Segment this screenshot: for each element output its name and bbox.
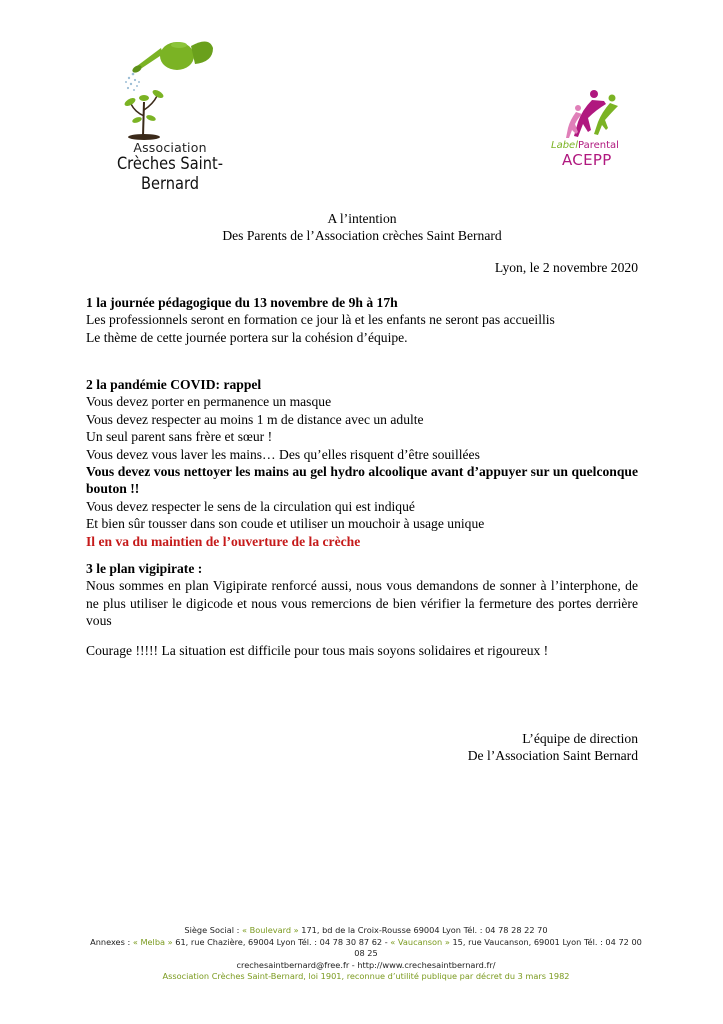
section-2 [86, 376, 638, 550]
footer-contact-line[interactable]: crechesaintbernard@free.fr - http://www.crechesaintbernard.fr/ [236, 959, 496, 970]
acepp-logo [548, 88, 638, 168]
signature-block [86, 730, 638, 765]
footer-siege-line: Siège Social : « Boulevard » 171, bd de la Croix-Rousse 69004 Lyon Tél. : 04 78 28 22 70 [184, 925, 548, 935]
section-2-line-6: Et bien sûr tousser dans son coude et utiliser un mouchoir à usage unique [86, 516, 485, 532]
section-1-heading: 1 la journée pédagogique du 13 novembre de 9h à 17h [86, 295, 398, 310]
section-1-line-2: Le thème de cette journée portera sur la cohésion d’équipe. [86, 329, 408, 345]
section-2-line-4: Vous devez vous laver les mains… Des qu’elles risquent d’être souillées [86, 446, 480, 462]
footer [86, 925, 646, 983]
section-3-paragraph: Nous sommes en plan Vigipirate renforcé aussi, nous vous demandons de sonner à l’interphone, de ne plus utiliser le digicode et nous vous remercions de bien vérifier la fermeture des portes derrière vous [86, 578, 638, 629]
section-2-line-1: Vous devez porter en permanence un masque [86, 394, 332, 410]
section-2-line-2: Vous devez respecter au moins 1 m de distance avec un adulte [86, 411, 424, 427]
logo-association-name: Crèches Saint-Bernard [116, 154, 224, 194]
section-3-heading: 3 le plan vigipirate : [86, 561, 203, 576]
addressee-line-1: A l’intention [327, 211, 397, 226]
watering-can-plant-icon [117, 32, 227, 140]
association-logo [85, 32, 255, 194]
section-1-line-1: Les professionnels seront en formation ce jour là et les enfants ne seront pas accueillis [86, 312, 555, 328]
section-2-line-3: Un seul parent sans frère et sœur ! [86, 429, 273, 445]
signature-line-1: L’équipe de direction [522, 731, 638, 746]
logo-label-parental: LabelParental [551, 140, 619, 151]
section-2-line-5: Vous devez respecter le sens de la circulation qui est indiqué [86, 498, 415, 514]
section-1 [86, 294, 638, 346]
section-2-bold-instruction: Vous devez vous nettoyer les mains au gel hydro alcoolique avant d’appuyer sur un quelconque bouton !! [86, 464, 638, 497]
logo-acepp: ACEPP [562, 151, 612, 169]
footer-legal-line: Association Crèches Saint-Bernard, loi 1901, reconnue d’utilité publique par décret du 3 mars 1982 [162, 971, 570, 982]
logo-association-word: Association [133, 140, 207, 155]
addressee-line-2: Des Parents de l’Association crèches Saint Bernard [222, 228, 502, 244]
footer-annexes-line: Annexes : « Melba » 61, rue Chazière, 69004 Lyon Tél. : 04 78 30 87 62 - « Vaucanson » 15, rue Vaucanson, 69001 Lyon Tél. : 04 72 00 08 25 [90, 936, 642, 959]
courage-line: Courage !!!!! La situation est difficile pour tous mais soyons solidaires et rigoureux ! [86, 643, 549, 658]
section-3 [86, 560, 638, 630]
children-figures-icon [548, 88, 628, 143]
addressee-block [86, 210, 638, 245]
date-line: Lyon, le 2 novembre 2020 [494, 260, 638, 275]
section-2-red-warning: Il en va du maintien de l’ouverture de la crèche [86, 533, 361, 549]
section-2-heading: 2 la pandémie COVID: rappel [86, 377, 262, 392]
signature-line-2: De l’Association Saint Bernard [467, 748, 638, 764]
